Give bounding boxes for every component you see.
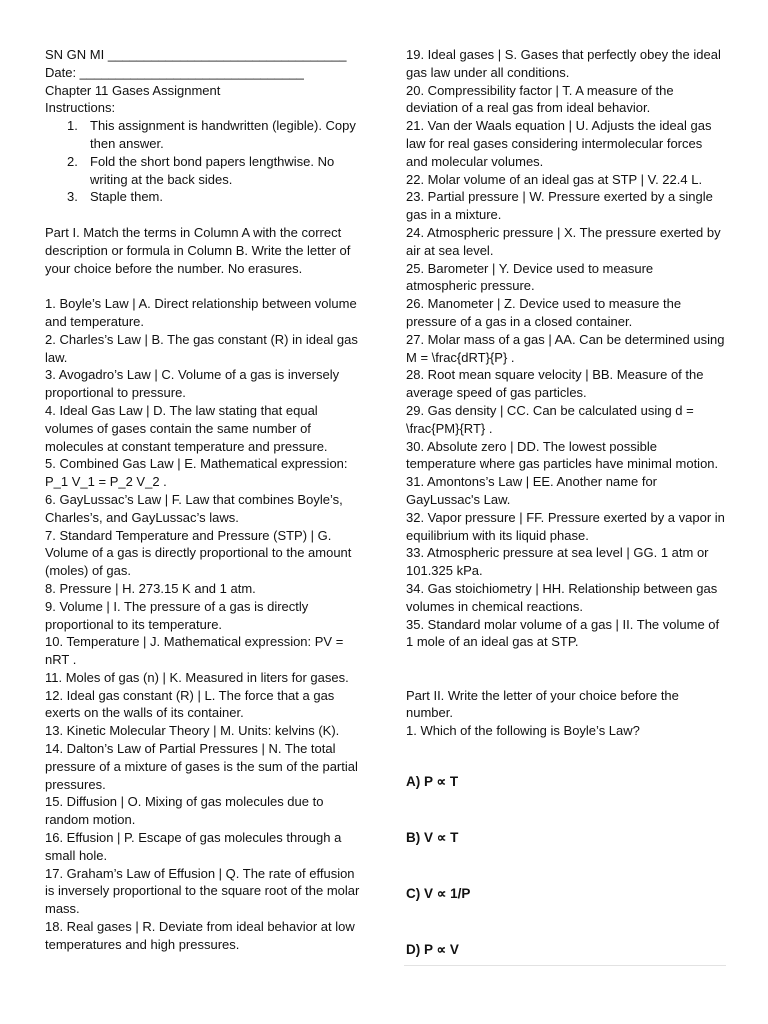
match-item: 8. Pressure | H. 273.15 K and 1 atm. [45, 580, 256, 596]
match-item: 26. Manometer | Z. Device used to measure the pressure of a gas in a closed container. [406, 296, 682, 329]
match-item: 9. Volume | I. The pressure of a gas is directly proportional to its temperature. [45, 598, 309, 632]
match-item: 19. Ideal gases | S. Gases that perfectly obey the ideal gas law under all conditions. [406, 47, 721, 80]
match-item: 10. Temperature | J. Mathematical expression: PV = nRT . [45, 634, 344, 668]
instruction-item: 2. Fold the short bond papers lengthwise. No writing at the back sides. [67, 153, 335, 187]
match-item: 28. Root mean square velocity | BB. Measure of the average speed of gas particles. [406, 367, 704, 401]
match-item: 27. Molar mass of a gas | AA. Can be determined using M = \frac{dRT}{P} . [406, 331, 725, 365]
match-item: 21. Van der Waals equation | U. Adjusts the ideal gas law for real gases considering intermolecular forces and molecular volumes. [406, 118, 712, 169]
instructions-list [45, 117, 367, 206]
part1-intro: Part I. Match the terms in Column A with the correct description or formula in Column B. Write the letter of your choice before the number. No erasures. [45, 224, 351, 276]
match-item: 22. Molar volume of an ideal gas at STP | V. 22.4 L. [406, 171, 703, 187]
match-item: 25. Barometer | Y. Device used to measure atmospheric pressure. [406, 260, 654, 294]
match-item: 33. Atmospheric pressure at sea level | GG. 1 atm or 101.325 kPa. [406, 545, 709, 579]
choice-c: C) V ∝ 1/P [406, 886, 471, 902]
match-item: 23. Partial pressure | W. Pressure exerted by a single gas in a mixture. [406, 189, 713, 223]
match-item: 32. Vapor pressure | FF. Pressure exerted by a vapor in equilibrium with its liquid phase. [406, 509, 725, 543]
match-item: 11. Moles of gas (n) | K. Measured in liters for gases. [45, 669, 349, 685]
match-item: 2. Charles’s Law | B. The gas constant (R) in ideal gas law. [45, 331, 358, 365]
match-item: 20. Compressibility factor | T. A measure of the deviation of a real gas from ideal behavior. [406, 82, 674, 116]
right-column [406, 46, 726, 960]
match-item: 17. Graham’s Law of Effusion | Q. The rate of effusion is inversely proportional to the square root of the molar mass. [45, 865, 360, 917]
choice-d: D) P ∝ V [406, 942, 459, 958]
divider [404, 965, 726, 966]
answer-choices [406, 773, 726, 960]
match-item: 14. Dalton’s Law of Partial Pressures | N. The total pressure of a mixture of gases is the sum of the partial pressures. [45, 741, 358, 792]
match-item: 34. Gas stoichiometry | HH. Relationship between gas volumes in chemical reactions. [406, 580, 718, 614]
match-item: 1. Boyle’s Law | A. Direct relationship between volume and temperature. [45, 296, 357, 329]
match-item: 3. Avogadro’s Law | C. Volume of a gas is inversely proportional to pressure. [45, 367, 340, 401]
match-item: 31. Amontons’s Law | EE. Another name for GayLussac's Law. [406, 474, 658, 507]
match-item: 5. Combined Gas Law | E. Mathematical expression: P_1 V_1 = P_2 V_2 . [45, 456, 348, 490]
match-item: 12. Ideal gas constant (R) | L. The force that a gas exerts on the walls of its container. [45, 687, 335, 721]
part2-intro: Part II. Write the letter of your choice before the number. [406, 687, 679, 721]
left-column [45, 46, 367, 954]
match-item: 18. Real gases | R. Deviate from ideal behavior at low temperatures and high pressures. [45, 919, 355, 952]
match-item: 7. Standard Temperature and Pressure (STP) | G. Volume of a gas is directly proportional to the amount (moles) of gas. [45, 527, 352, 579]
match-item: 24. Atmospheric pressure | X. The pressure exerted by air at sea level. [406, 224, 721, 258]
match-item: 30. Absolute zero | DD. The lowest possible temperature where gas particles have minimal motion. [406, 438, 719, 472]
match-item: 35. Standard molar volume of a gas | II. The volume of 1 mole of an ideal gas at STP. [406, 616, 720, 650]
match-item: 13. Kinetic Molecular Theory | M. Units: kelvins (K). [45, 723, 340, 739]
name-line: SN GN MI _________________________________ [45, 47, 347, 62]
instruction-item: 1. This assignment is handwritten (legible). Copy then answer. [67, 118, 356, 151]
match-item: 6. GayLussac’s Law | F. Law that combines Boyle’s, Charles’s, and GayLussac’s laws. [45, 491, 343, 525]
match-item: 15. Diffusion | O. Mixing of gas molecules due to random motion. [45, 794, 324, 828]
match-item: 4. Ideal Gas Law | D. The law stating that equal volumes of gases contain the same number of molecules at constant temperature and pressure. [45, 402, 328, 454]
match-item: 16. Effusion | P. Escape of gas molecules through a small hole. [45, 830, 342, 863]
match-item: 29. Gas density | CC. Can be calculated using d = \frac{PM}{RT} . [406, 402, 694, 436]
date-line: Date: _______________________________ [45, 64, 304, 80]
instruction-item: 3. Staple them. [67, 189, 163, 205]
page-title: Chapter 11 Gases Assignment [45, 82, 221, 98]
choice-b: B) V ∝ T [406, 830, 459, 846]
question-text: 1. Which of the following is Boyle’s Law? [406, 723, 640, 739]
instructions-label: Instructions: [45, 100, 116, 116]
choice-a: A) P ∝ T [406, 774, 459, 790]
